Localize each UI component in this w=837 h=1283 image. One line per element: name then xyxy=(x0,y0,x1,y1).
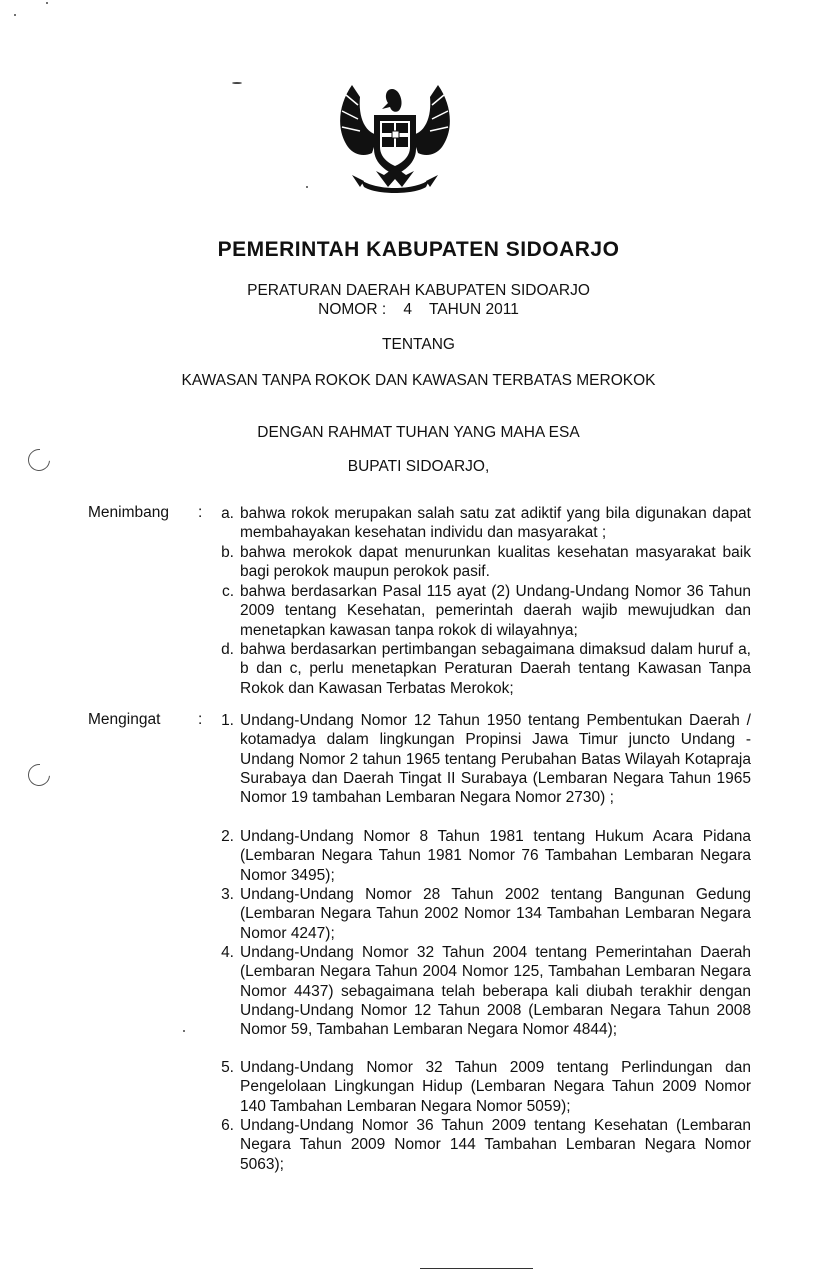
mengingat-colon: : xyxy=(198,711,203,728)
mengingat-item-5 xyxy=(210,1058,751,1116)
item-text: bahwa rokok merupakan salah satu zat adiktif yang bila digunakan dapat membahayakan kesehatan individu dan masyarakat ; xyxy=(240,505,751,542)
regulation-number: NOMOR : 4 TAHUN 2011 xyxy=(318,301,519,318)
item-text: Undang-Undang Nomor 36 Tahun 2009 tentang Kesehatan (Lembaran Negara Tahun 2009 Nomor 144 Tambahan Lembaran Negara Nomor 5063); xyxy=(240,1117,751,1173)
item-text: Undang-Undang Nomor 32 Tahun 2004 tentang Pemerintahan Daerah (Lembaran Negara Tahun 2004 Nomor 125, Tambahan Lembaran Negara Nomor 4437) sebagaimana telah beberapa kali diubah terakhir dengan Undang-Undang Nomor 12 Tahun 2008 (Lembaran Negara Tahun 2008 Nomor 59, Tambahan Lembaran Negara Nomor 4844); xyxy=(240,944,751,1039)
menimbang-item-d xyxy=(210,640,751,698)
item-marker: 6. xyxy=(221,1117,234,1134)
government-title: PEMERINTAH KABUPATEN SIDOARJO xyxy=(217,238,620,261)
issuer-line: BUPATI SIDOARJO, xyxy=(347,458,490,475)
menimbang-colon: : xyxy=(198,504,203,521)
item-marker: 1. xyxy=(221,712,234,729)
blessing-line: DENGAN RAHMAT TUHAN YANG MAHA ESA xyxy=(257,424,580,441)
item-marker: 2. xyxy=(221,828,234,845)
scan-speck xyxy=(306,186,308,188)
mengingat-item-1 xyxy=(210,711,751,807)
item-text: bahwa berdasarkan pertimbangan sebagaimana dimaksud dalam huruf a, b dan c, perlu menetapkan Peraturan Daerah tentang Kawasan Tanpa Rokok dan Kawasan Terbatas Merokok; xyxy=(240,641,751,697)
footer-rule xyxy=(420,1268,533,1269)
about-label: TENTANG xyxy=(382,336,455,353)
item-marker: 3. xyxy=(221,886,234,903)
regulation-line: PERATURAN DAERAH KABUPATEN SIDOARJO xyxy=(247,282,590,299)
menimbang-item-b xyxy=(210,543,751,582)
item-text: Undang-Undang Nomor 8 Tahun 1981 tentang Hukum Acara Pidana (Lembaran Negara Tahun 1981 Nomor 76 Tambahan Lembaran Negara Nomor 3495); xyxy=(240,828,751,884)
regulation-subject: KAWASAN TANPA ROKOK DAN KAWASAN TERBATAS MEROKOK xyxy=(181,372,656,389)
item-marker: 4. xyxy=(221,944,234,961)
item-text: Undang-Undang Nomor 32 Tahun 2009 tentang Perlindungan dan Pengelolaan Lingkungan Hidup (Lembaran Negara Tahun 2009 Nomor 140 Tambahan Lembaran Negara Nomor 5059); xyxy=(240,1059,751,1115)
item-marker: 5. xyxy=(221,1059,234,1076)
item-text: bahwa berdasarkan Pasal 115 ayat (2) Undang-Undang Nomor 36 Tahun 2009 tentang Kesehatan, pemerintah daerah wajib mewujudkan dan menetapkan kawasan tanpa rokok di wilayahnya; xyxy=(240,583,751,639)
item-marker: c. xyxy=(221,583,234,600)
item-text: Undang-Undang Nomor 28 Tahun 2002 tentang Bangunan Gedung (Lembaran Negara Tahun 2002 Nomor 134 Tambahan Lembaran Negara Nomor 4247); xyxy=(240,886,751,942)
menimbang-item-c xyxy=(210,582,751,640)
item-text: Undang-Undang Nomor 12 Tahun 1950 tentang Pembentukan Daerah / kotamadya dalam lingkungan Propinsi Jawa Timur juncto Undang - Undang Nomor 2 tahun 1965 tentang Perubahan Batas Wilayah Kotapraja Surabaya dan Daerah Tingat II Surabaya (Lembaran Negara Tahun 1965 Nomor 19 tambahan Lembaran Negara Nomor 2730) ; xyxy=(240,712,751,807)
item-marker: b. xyxy=(221,544,234,561)
mengingat-item-6 xyxy=(210,1116,751,1174)
punch-hole-mark xyxy=(24,760,55,791)
garuda-emblem-icon xyxy=(330,75,460,200)
menimbang-label: Menimbang xyxy=(88,504,169,521)
mengingat-item-4 xyxy=(210,943,751,1039)
menimbang-item-a xyxy=(210,504,751,543)
item-marker: d. xyxy=(221,641,234,658)
scan-speck xyxy=(183,1030,185,1032)
scan-speck xyxy=(232,82,242,84)
scan-speck xyxy=(46,2,48,4)
scan-speck xyxy=(14,14,16,16)
mengingat-item-3 xyxy=(210,885,751,943)
item-text: bahwa merokok dapat menurunkan kualitas kesehatan masyarakat baik bagi perokok maupun perokok pasif. xyxy=(240,544,751,581)
mengingat-label: Mengingat xyxy=(88,711,161,728)
mengingat-item-2 xyxy=(210,827,751,885)
item-marker: a. xyxy=(221,505,234,522)
